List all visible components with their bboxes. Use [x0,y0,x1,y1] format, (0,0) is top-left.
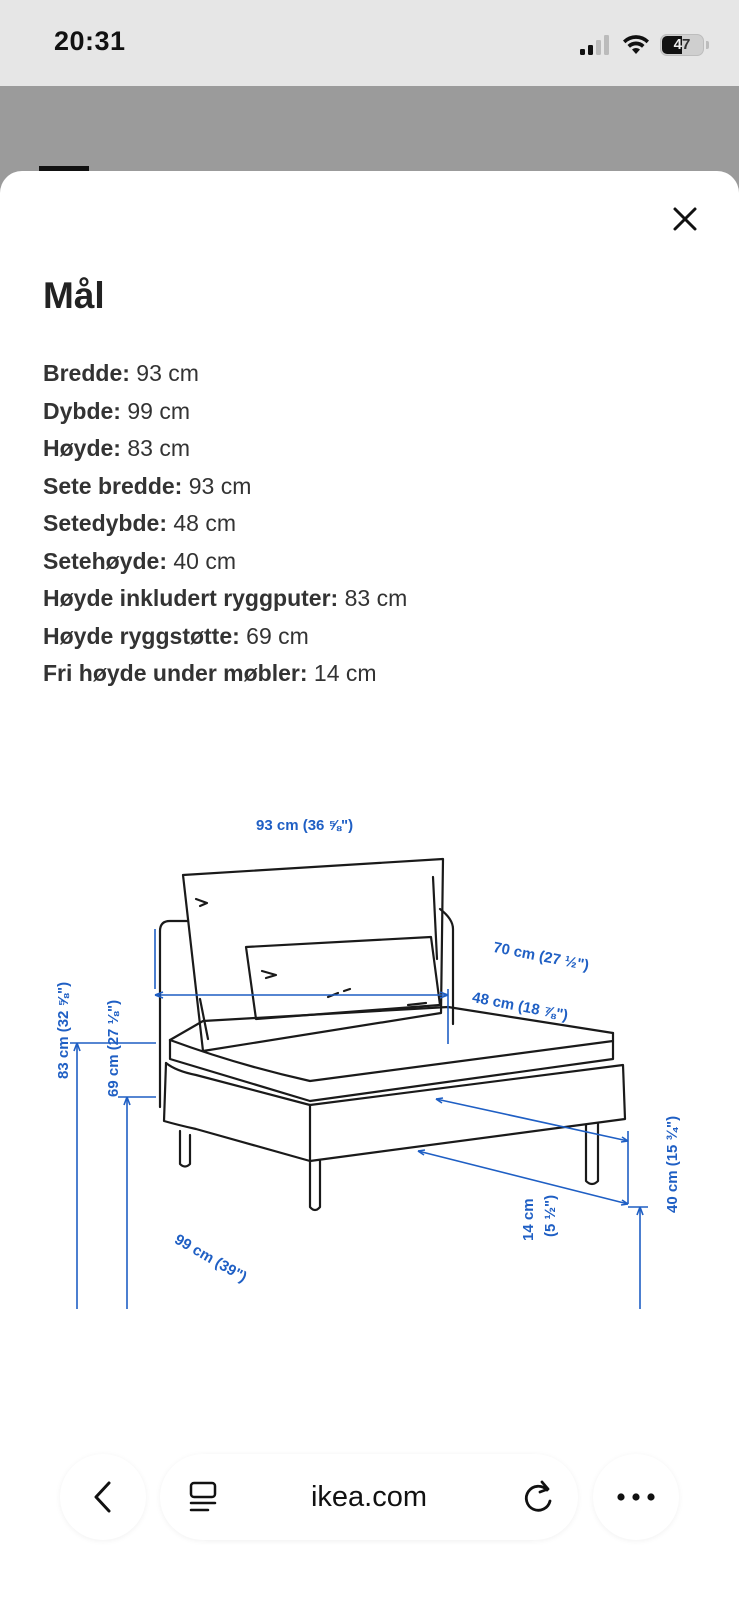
dimension-label: Fri høyde under møbler: [43,660,308,686]
dimensions-sheet [0,171,739,1600]
browser-toolbar [0,1454,739,1550]
dim-label-height: 83 cm (32 ⅝") [55,981,72,1079]
armchair-dimension-diagram [48,809,698,1309]
wifi-icon [622,34,650,56]
dimension-item-height [43,430,407,468]
dimension-value: 99 cm [120,397,190,424]
dimension-item-depth [43,393,407,431]
dimension-item-seat-width [43,468,407,506]
url-text: ikea.com [310,1481,428,1513]
reload-icon[interactable] [520,1478,556,1516]
dimension-item-backrest-height [43,618,407,656]
dimension-label: Høyde: [43,435,121,461]
address-bar[interactable] [160,1454,578,1540]
dimension-label: Setehøyde: [43,547,167,574]
dimension-list [43,355,407,693]
status-icons [580,30,709,60]
dimension-label: Bredde: [43,360,130,386]
battery-icon [660,34,704,56]
dimension-item-seat-depth [43,505,407,543]
dim-label-clearance: 14 cm [520,1198,537,1241]
dimension-value: 40 cm [166,547,237,574]
dimension-value: 69 cm [239,622,309,649]
dim-label-seat-height: 40 cm (15 ¾") [664,1115,681,1213]
dimension-item-width [43,355,407,393]
sheet-title: Mål [43,275,105,316]
close-icon [665,199,705,239]
dim-label-clearance-inches: (5 ½") [542,1194,559,1237]
dimension-value: 93 cm [182,472,252,499]
dim-label-back-depth: 70 cm (27 ½") [491,939,591,975]
cellular-signal-icon [580,34,612,56]
dim-label-width: 93 cm (36 ⅝") [256,817,354,834]
dimension-label: Høyde ryggstøtte: [43,622,240,649]
dimension-item-clearance [43,655,407,693]
dimension-lines [70,929,648,1309]
more-button[interactable] [593,1454,679,1540]
status-bar [0,0,739,86]
dimension-item-height-incl-cushions [43,580,407,618]
dim-label-back-height: 69 cm (27 ⅛") [105,999,122,1097]
close-button[interactable] [665,199,705,239]
dimension-label: Høyde inkludert ryggputer: [43,585,339,611]
dimension-label: Dybde: [43,397,121,424]
dim-label-depth: 99 cm (39") [171,1231,250,1286]
more-dots-icon [616,1492,656,1502]
dimension-value: 14 cm [307,660,377,686]
dimension-value: 48 cm [166,510,237,536]
dimension-value: 83 cm [120,435,190,461]
chevron-left-icon [90,1479,116,1515]
dimension-item-seat-height [43,543,407,581]
back-button[interactable] [60,1454,146,1540]
battery-level: 47 [673,36,691,53]
dimension-label: Setedybde: [43,510,167,536]
armchair-drawing [160,859,625,1210]
dimension-label: Sete bredde: [43,472,183,499]
dim-label-seat-depth: 48 cm (18 ⅞") [470,989,570,1025]
dimension-value: 83 cm [338,585,408,611]
status-time: 20:31 [54,26,126,56]
dimension-value: 93 cm [129,360,199,386]
